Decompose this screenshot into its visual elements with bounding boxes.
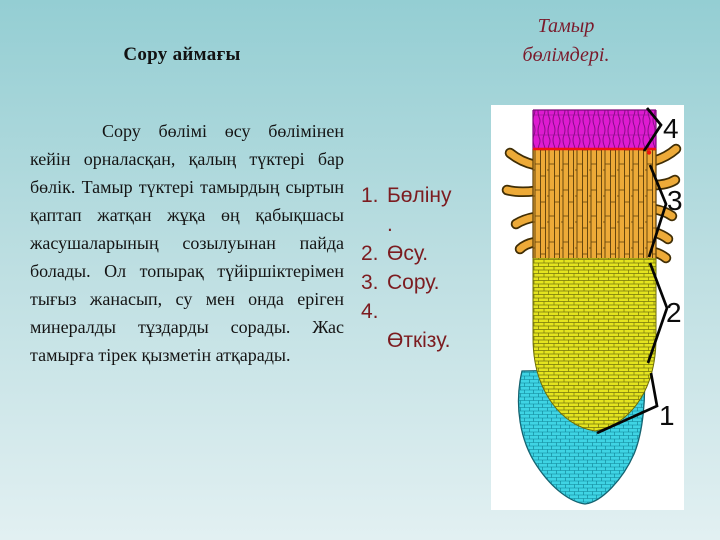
list-line	[361, 181, 501, 210]
root-diagram-image	[491, 105, 684, 510]
left-title: Сору аймағы	[123, 44, 241, 65]
absorption-zone	[533, 149, 656, 258]
list-text: Сору.	[387, 271, 440, 294]
list-line	[361, 239, 501, 268]
list-number	[361, 210, 387, 239]
list-text: .	[387, 213, 393, 236]
list-line	[361, 210, 501, 239]
zone-label-1: 1	[659, 400, 675, 431]
list-text: Бөліну	[387, 184, 452, 207]
list-line	[361, 297, 501, 326]
zone-label-3: 3	[667, 185, 683, 216]
root-longitudinal-section	[491, 105, 684, 510]
list-number: 3.	[361, 271, 379, 294]
list-text	[387, 297, 501, 326]
list-text: Өткізу.	[387, 329, 451, 352]
root-zones-list	[361, 181, 501, 355]
list-text: Өсу.	[387, 242, 429, 265]
list-number: 4.	[361, 300, 379, 323]
boundary-mark	[647, 150, 651, 154]
list-line	[361, 268, 501, 297]
list-number	[361, 326, 387, 355]
list-number: 1.	[361, 184, 379, 207]
zone-label-2: 2	[666, 297, 682, 328]
list-number: 2.	[361, 242, 379, 265]
conduction-zone	[533, 110, 656, 149]
list-line	[361, 326, 501, 355]
zone-label-4: 4	[663, 113, 679, 144]
body-paragraph: Сору бөлімі өсу бөлімінен кейін орналасқан, қалың түктері бар бөлік. Тамыр түктері тамырдың сыртын қаптап жатқан жұқа өң қабықшасы жасушаларының созылуынан пайда болады. Ол топырақ түйіршіктерімен тығыз жанасып, су мен онда еріген минералды тұздарды сорады. Жас тамырға тірек қызметін атқарады.	[30, 121, 344, 365]
right-title: Тамыр бөлімдері.	[522, 15, 610, 66]
